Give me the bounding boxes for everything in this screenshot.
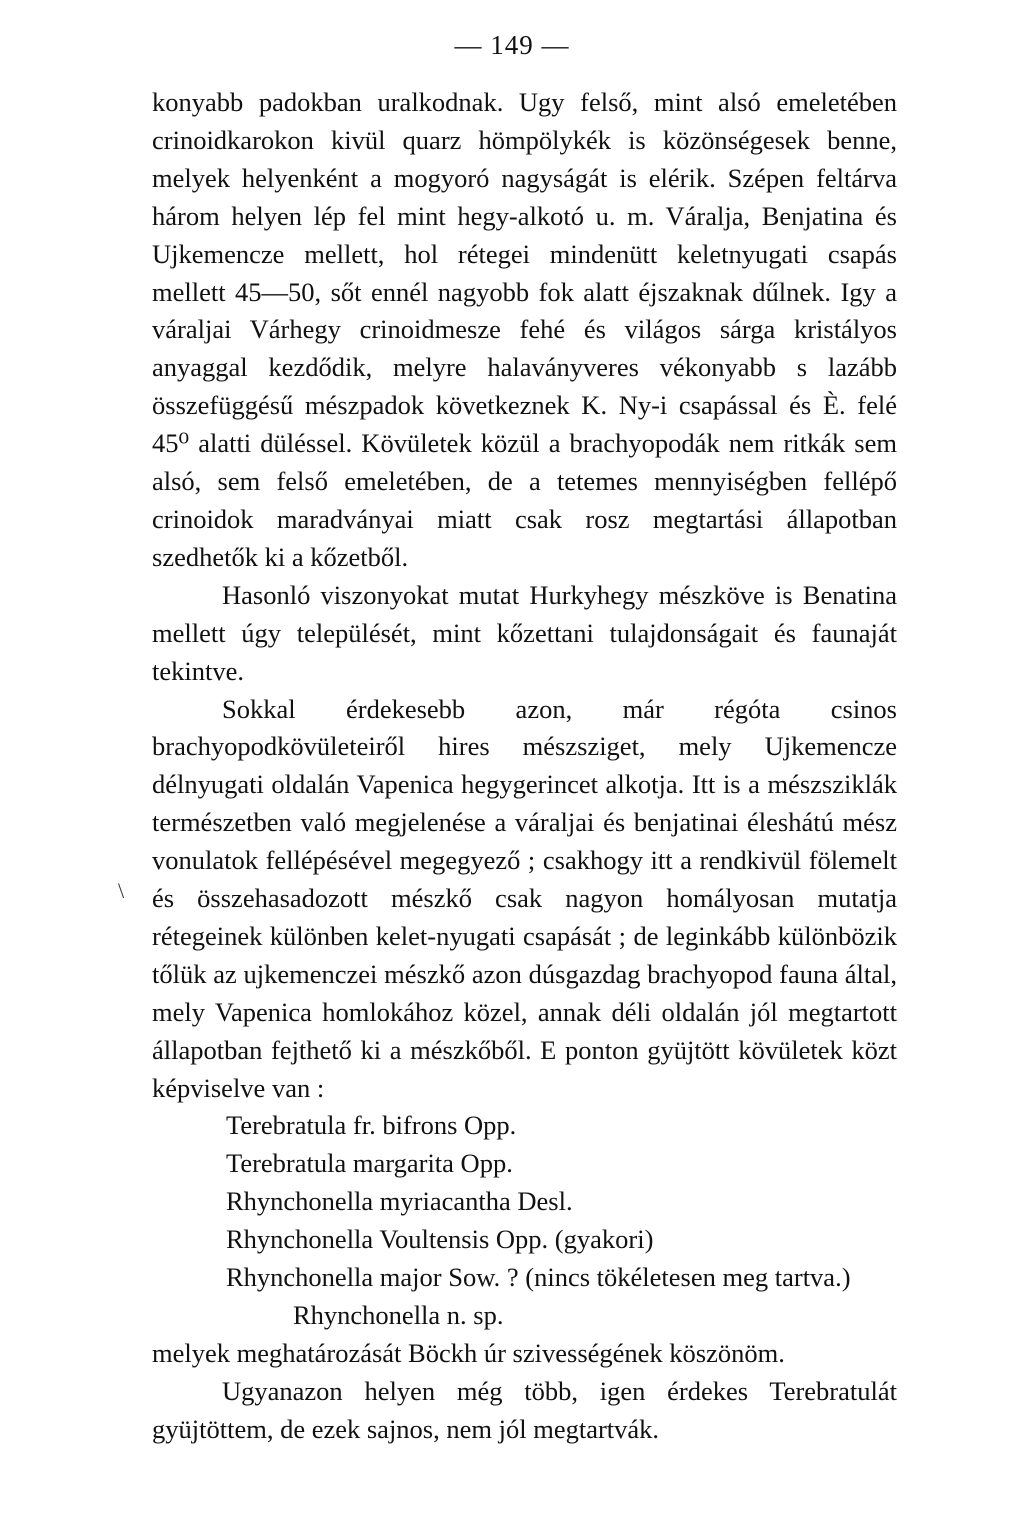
list-item: Rhynchonella Voultensis Opp. (gyakori) xyxy=(226,1224,654,1255)
paragraph-vapenica: Sokkal érdekesebb azon, már régóta csinos brachyopodkövületeiről hires mészsziget, mely Ujkemencze délnyugati oldalán Vapenica hegygerincet alkotja. Itt is a mészsziklák természetben való megjelenése a váraljai és benjatinai éleshátú mész vonulatok fellépésével megegyező ; csakhogy itt a rendkivül fölemelt és összehasadozott mészkő csak nagyon homályosan mutatja rétegeinek különben kelet-nyugati csapását ; de leginkább különbözik tőlük az ujkemenczei mészkő azon dúsgazdag brachyopod fauna által, mely Vapenica homlokához közel, annak déli oldalán jól megtartott állapotban fejthető ki a mészkőből. E ponton gyüjtött kövületek közt képviselve van : xyxy=(152,693,897,1103)
body-text xyxy=(152,84,897,1449)
margin-mark: \ xyxy=(118,878,125,903)
paragraph-closing: Ugyanazon helyen még több, igen érdekes Terebratulát gyüjtöttem, de ezek sajnos, nem jól megtartvák. xyxy=(152,1375,897,1444)
list-item: Rhynchonella major Sow. ? (nincs tökéletesen meg tartva.) xyxy=(226,1262,851,1293)
species-list xyxy=(152,1107,897,1334)
paragraph-hurkyhegy: Hasonló viszonyokat mutat Hurkyhegy mészköve is Benatina mellett úgy települését, mint kőzettani tulajdonságait és faunaját tekintve. xyxy=(152,579,897,686)
paragraph-acknowledgement: melyek meghatározását Böckh úr szivességének köszönöm. xyxy=(152,1337,785,1368)
list-item: Rhynchonella myriacantha Desl. xyxy=(226,1186,573,1217)
list-item: Rhynchonella n. sp. xyxy=(293,1300,504,1330)
list-item: Terebratula fr. bifrons Opp. xyxy=(226,1110,517,1141)
list-item: Terebratula margarita Opp. xyxy=(226,1148,513,1179)
paragraph-continuation: konyabb padokban uralkodnak. Ugy felső, mint alsó emeletében crinoidkarokon kivül quarz hömpölykék is közönségesek benne, melyek helyenként a mogyoró nagyságát is elérik. Szépen feltárva három helyen lép fel mint hegy-alkotó u. m. Váralja, Benjatina és Ujkemencze mellett, hol rétegei mindenütt keletnyugati csapás mellett 45—50, sőt ennél nagyobb fok alatt éjszaknak dűlnek. Igy a váraljai Várhegy crinoidmesze fehé és világos sárga kristályos anyaggal kezdődik, melyre halaványveres vékonyabb s lazább összefüggésű mészpadok következnek K. Ny-i csapással és È. felé 45⁰ alatti düléssel. Kövületek közül a brachyopodák nem ritkák sem alsó, sem felső emeletében, de a tetemes mennyiségben fellépő crinoidok maradványai miatt csak rosz megtartási állapotban szedhetők ki a kőzetből. xyxy=(152,87,897,572)
page-number-header: — 149 — xyxy=(454,30,570,60)
